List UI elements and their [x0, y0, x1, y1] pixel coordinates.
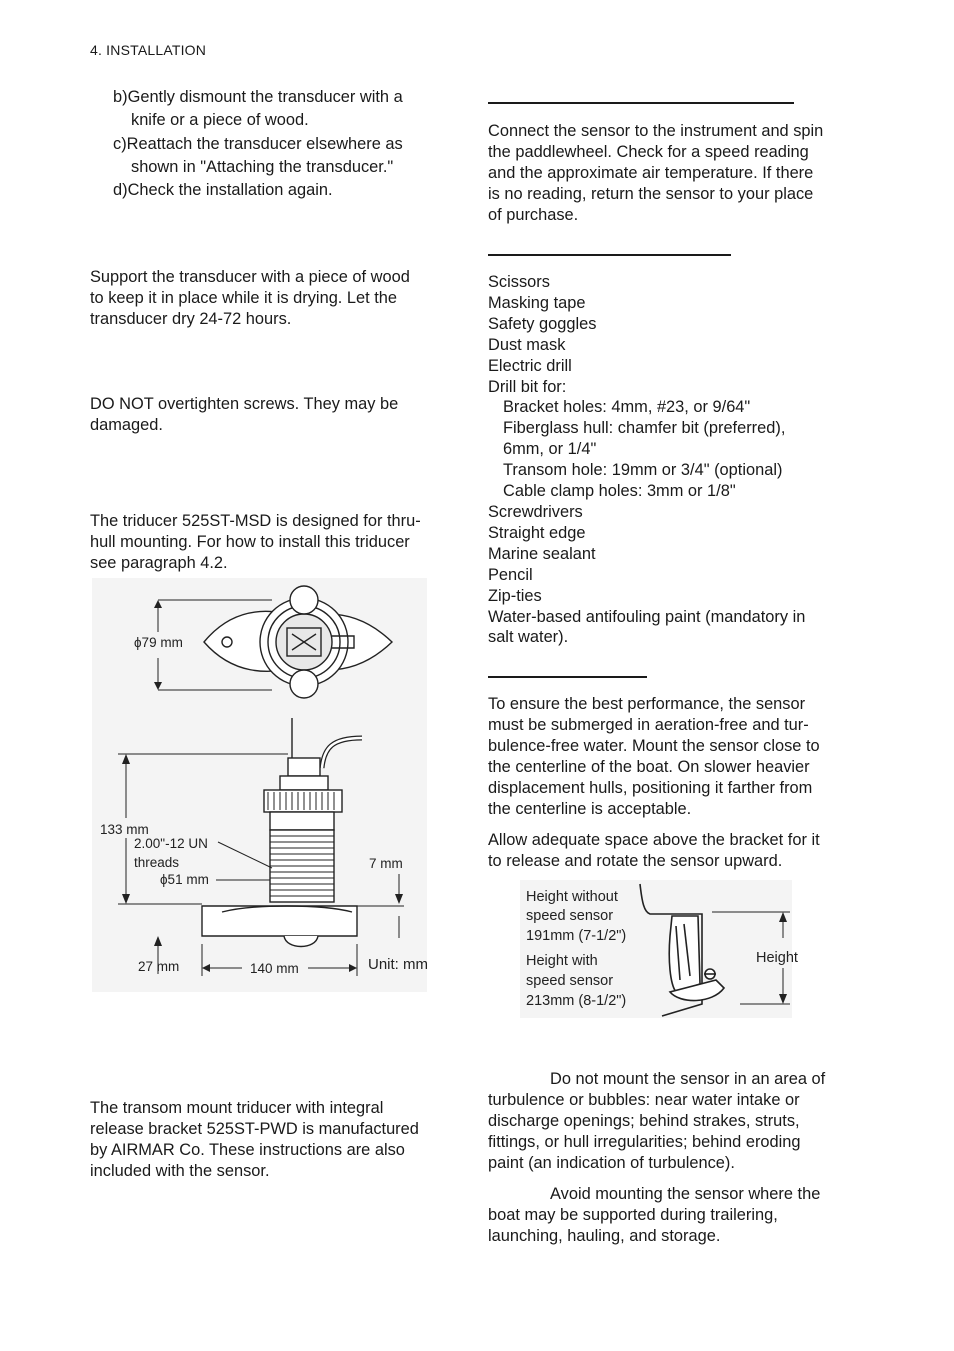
diameter-79-label: ϕ79 mm — [134, 635, 183, 650]
step-b-line1: b)Gently dismount the transducer with a — [113, 88, 403, 106]
warning-paragraph-1 — [488, 1069, 844, 1174]
width-140-label: 140 mm — [250, 961, 299, 976]
tool-subitem: 6mm, or 1/4" — [503, 440, 597, 459]
warning-line: launching, hauling, and storage. — [488, 1227, 721, 1245]
location-line: to release and rotate the sensor upward. — [488, 852, 783, 870]
test-line: and the approximate air temperature. If there — [488, 164, 814, 182]
tool-item: Safety goggles — [488, 314, 597, 333]
step-c-line1: c)Reattach the transducer elsewhere as — [113, 135, 403, 153]
location-line: displacement hulls, positioning it farther from — [488, 779, 813, 797]
location-paragraph-1 — [488, 694, 844, 820]
warning-line: Avoid mounting the sensor where the — [550, 1185, 821, 1203]
tool-item: Screwdrivers — [488, 502, 583, 521]
depth-27-label: 27 mm — [138, 959, 180, 974]
test-line: the paddlewheel. Check for a speed reading — [488, 143, 809, 161]
tool-item: Masking tape — [488, 293, 586, 312]
height-without-line1: Height without — [526, 889, 618, 905]
heading-rule-location — [488, 676, 647, 678]
test-line: Connect the sensor to the instrument and spin — [488, 122, 824, 140]
location-paragraph-2 — [488, 830, 844, 872]
support-line: to keep it in place while it is drying. Let the — [90, 289, 398, 307]
transom-paragraph — [90, 1098, 450, 1182]
diameter-51-label: ϕ51 mm — [160, 872, 209, 887]
tool-item: Drill bit for: — [488, 377, 567, 396]
height-label: Height — [756, 950, 798, 966]
warning-paragraph-2 — [488, 1184, 844, 1247]
location-line: the centerline of the boat. On slower heavier — [488, 758, 810, 776]
support-line: transducer dry 24-72 hours. — [90, 310, 292, 328]
warning-line: fittings, or hull irregularities; behind eroding — [488, 1133, 801, 1151]
warning-line: discharge openings; behind strakes, struts, — [488, 1112, 800, 1130]
tool-item: Dust mask — [488, 335, 566, 354]
triducer-line: see paragraph 4.2. — [90, 554, 228, 572]
thread-spec-line1: 2.00"-12 UN — [134, 836, 208, 851]
gap-7-label: 7 mm — [369, 856, 403, 871]
step-c — [113, 133, 458, 179]
test-line: of purchase. — [488, 206, 579, 224]
tool-item: salt water). — [488, 628, 569, 647]
thread-spec-line2: threads — [134, 855, 180, 870]
warning-line: paint (an indication of turbulence). — [488, 1154, 735, 1172]
height-with-line3: 213mm (8-1/2") — [526, 993, 627, 1009]
step-b — [113, 86, 458, 132]
height-with-line2: speed sensor — [526, 973, 614, 989]
triducer-line: hull mounting. For how to install this triducer — [90, 533, 410, 551]
test-paragraph — [488, 121, 844, 226]
warning-line: boat may be supported during trailering, — [488, 1206, 778, 1224]
tools-list — [488, 272, 844, 648]
step-d-line1: d)Check the installation again. — [113, 181, 333, 199]
test-line: is no reading, return the sensor to your place — [488, 185, 814, 203]
step-c-line2: shown in "Attaching the transducer." — [131, 158, 394, 176]
location-line: To ensure the best performance, the sensor — [488, 695, 806, 713]
caution-line: DO NOT overtighten screws. They may be — [90, 395, 399, 413]
step-b-line2: knife or a piece of wood. — [131, 111, 309, 129]
transom-line: included with the sensor. — [90, 1162, 270, 1180]
tool-item: Electric drill — [488, 356, 572, 375]
sensor-height-diagram — [520, 880, 800, 1020]
height-without-line3: 191mm (7-1/2") — [526, 928, 627, 944]
tool-item: Water-based antifouling paint (mandatory in — [488, 607, 806, 626]
tool-subitem: Bracket holes: 4mm, #23, or 9/64" — [503, 398, 751, 417]
unit-label: Unit: mm — [368, 956, 428, 973]
warning-line: Do not mount the sensor in an area of — [550, 1070, 826, 1088]
warning-line: turbulence or bubbles: near water intake or — [488, 1091, 800, 1109]
transom-line: release bracket 525ST-PWD is manufactured — [90, 1120, 419, 1138]
caution-paragraph — [90, 394, 450, 436]
tool-item: Marine sealant — [488, 544, 596, 563]
tool-item: Zip-ties — [488, 586, 542, 605]
support-line: Support the transducer with a piece of wood — [90, 268, 410, 286]
heading-rule-tools — [488, 254, 731, 256]
height-without-line2: speed sensor — [526, 908, 614, 924]
tool-item: Straight edge — [488, 523, 586, 542]
transom-line: The transom mount triducer with integral — [90, 1099, 384, 1117]
location-line: bulence-free water. Mount the sensor close to — [488, 737, 820, 755]
triducer-paragraph — [90, 511, 450, 574]
triducer-dimension-drawing — [92, 578, 437, 998]
tool-subitem: Cable clamp holes: 3mm or 1/8" — [503, 482, 736, 501]
tool-item: Scissors — [488, 273, 550, 291]
heading-rule-test — [488, 102, 794, 104]
location-line: the centerline is acceptable. — [488, 800, 692, 818]
transom-line: by AIRMAR Co. These instructions are also — [90, 1141, 405, 1159]
tool-item: Pencil — [488, 565, 533, 584]
location-line: must be submerged in aeration-free and tur- — [488, 716, 809, 734]
step-d — [113, 179, 458, 202]
section-header: 4. INSTALLATION — [90, 42, 207, 58]
height-with-line1: Height with — [526, 953, 598, 969]
support-paragraph — [90, 267, 450, 330]
tool-subitem: Transom hole: 19mm or 3/4" (optional) — [503, 461, 783, 480]
triducer-line: The triducer 525ST-MSD is designed for thru- — [90, 512, 421, 530]
tool-subitem: Fiberglass hull: chamfer bit (preferred), — [503, 419, 786, 438]
height-133-label: 133 mm — [100, 822, 149, 837]
caution-line: damaged. — [90, 416, 163, 434]
location-line: Allow adequate space above the bracket for it — [488, 831, 820, 849]
